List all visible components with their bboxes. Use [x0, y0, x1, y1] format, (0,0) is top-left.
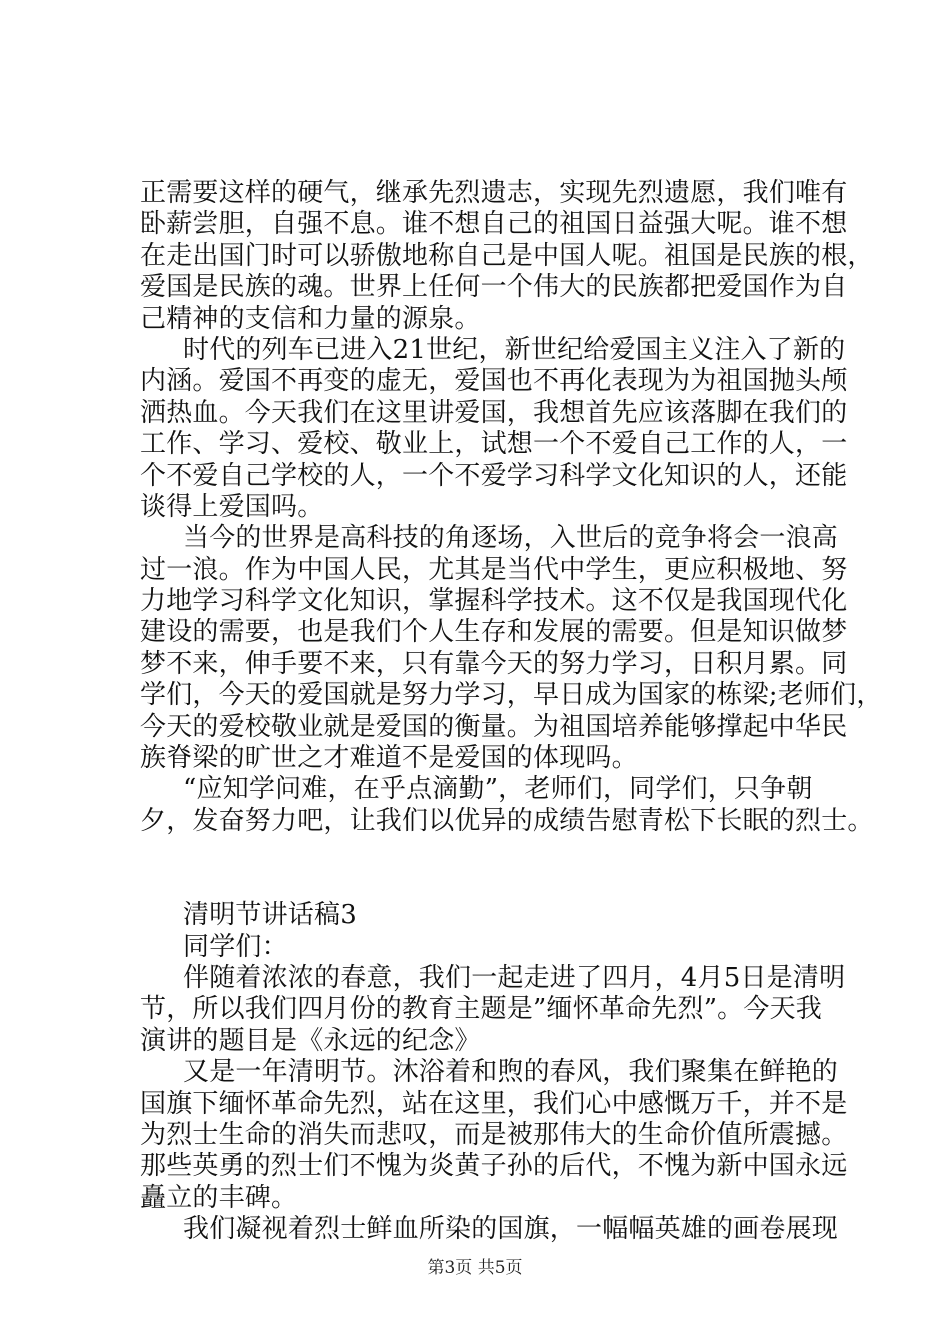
text-line: 学们，今天的爱国就是努力学习，早日成为国家的栋梁;老师们，	[140, 680, 883, 711]
text-line: 内涵。爱国不再变的虚无，爱国也不再化表现为为祖国抛头颅	[140, 366, 848, 397]
paragraph	[140, 774, 874, 837]
text-line: 矗立的丰碑。	[140, 1182, 298, 1213]
text-line: 我们凝视着烈士鲜血所染的国旗，一幅幅英雄的画卷展现	[183, 1214, 839, 1245]
text-line: 工作、学习、爱校、敬业上，试想一个不爱自己工作的人，一	[140, 429, 848, 460]
text-line: 己精神的支信和力量的源泉。	[140, 303, 481, 334]
text-line: 洒热血。今天我们在这里讲爱国，我想首先应该落脚在我们的	[140, 397, 848, 428]
text-line: 伴随着浓浓的春意，我们一起走进了四月，4月5日是清明	[183, 962, 846, 993]
text-line: “应知学问难，在乎点滴勤”，老师们，同学们，只争朝	[183, 774, 813, 805]
document-body	[140, 178, 883, 1246]
text-line: 演讲的题目是《永远的纪念》	[140, 1025, 481, 1056]
paragraph	[140, 523, 883, 774]
text-line: 那些英勇的烈士们不愧为炎黄子孙的后代，不愧为新中国永远	[140, 1151, 848, 1182]
text-line: 节，所以我们四月份的教育主题是”缅怀革命先烈”。今天我	[140, 994, 822, 1025]
page-indicator: 第3页 共5页	[427, 1258, 523, 1278]
text-line: 正需要这样的硬气，继承先烈遗志，实现先烈遗愿，我们唯有	[140, 178, 848, 208]
text-line: 时代的列车已进入21世纪，新世纪给爱国主义注入了新的	[183, 334, 846, 365]
text-line: 梦不来，伸手要不来，只有靠今天的努力学习，日积月累。同	[140, 648, 848, 679]
text-line: 当今的世界是高科技的角逐场，入世后的竞争将会一浪高	[183, 523, 839, 554]
paragraph	[140, 1214, 840, 1245]
text-line: 国旗下缅怀革命先烈，站在这里，我们心中感慨万千，并不是	[140, 1088, 848, 1119]
text-line: 夕，发奋努力吧，让我们以优异的成绩告慰青松下长眠的烈士。	[140, 805, 874, 836]
text-line: 在走出国门时可以骄傲地称自己是中国人呢。祖国是民族的根，	[140, 240, 874, 271]
text-line: 族脊梁的旷世之才难道不是爱国的体现吗。	[140, 743, 638, 774]
paragraph	[140, 962, 846, 1057]
text-line: 建设的需要，也是我们个人生存和发展的需要。但是知识做梦	[140, 617, 848, 648]
paragraph	[140, 178, 874, 335]
text-line: 卧薪尝胆，自强不息。谁不想自己的祖国日益强大呢。谁不想	[140, 209, 848, 240]
paragraph	[140, 1057, 848, 1214]
text-line: 今天的爱校敬业就是爱国的衡量。为祖国培养能够撑起中华民	[140, 711, 848, 742]
section-gap	[140, 837, 840, 900]
text-line: 又是一年清明节。沐浴着和煦的春风，我们聚集在鲜艳的	[183, 1057, 839, 1088]
text-line: 过一浪。作为中国人民，尤其是当代中学生，更应积极地、努	[140, 554, 848, 585]
section-title: 清明节讲话稿3	[183, 900, 357, 931]
paragraph	[140, 334, 848, 523]
text-line: 谈得上爱国吗。	[140, 491, 324, 522]
text-line: 个不爱自己学校的人，一个不爱学习科学文化知识的人，还能	[140, 460, 848, 491]
text-line: 为烈士生命的消失而悲叹，而是被那伟大的生命价值所震撼。	[140, 1119, 848, 1150]
salutation: 同学们：	[183, 931, 288, 962]
text-line: 爱国是民族的魂。世界上任何一个伟大的民族都把爱国作为自	[140, 272, 848, 303]
text-line: 力地学习科学文化知识，掌握科学技术。这不仅是我国现代化	[140, 586, 848, 617]
